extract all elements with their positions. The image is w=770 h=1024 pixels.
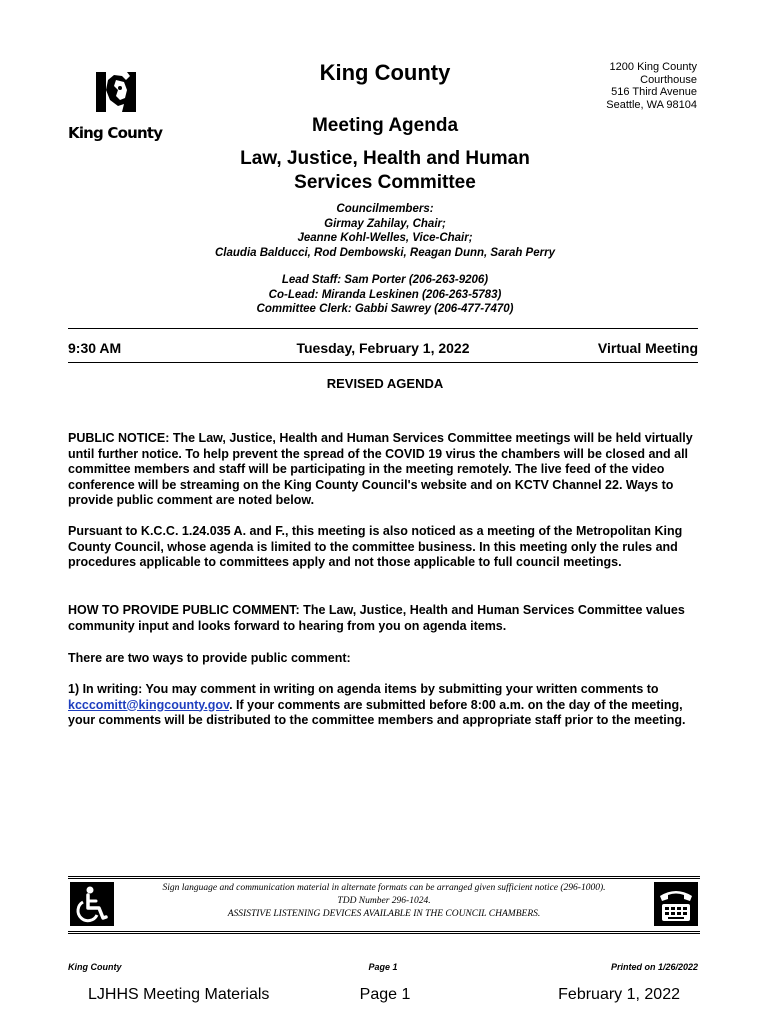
in-writing-intro: 1) In writing: You may comment in writing on agenda items by submitting your written comments to — [68, 682, 659, 696]
footer-printed-date: Printed on 1/26/2022 — [610, 962, 698, 972]
materials-page: Page 1 — [359, 986, 411, 1003]
materials-label: LJHHS Meeting Materials — [88, 986, 270, 1003]
committee-line: Law, Justice, Health and Human — [240, 148, 530, 169]
public-notice-text: PUBLIC NOTICE: The Law, Justice, Health and Human Services Committee meetings will be held virtually until further notice. To help prevent the spread of the COVID 19 virus the chambers will be closed and all committee members and staff will be participating in the meeting remotely. The live feed of the video conference will be streaming on the King County Council's website and on KCTV Channel 22. Ways to provide public comment are noted below. — [68, 431, 693, 507]
footer-page-small: Page 1 — [368, 962, 398, 972]
tdd-phone-icon — [654, 882, 698, 926]
pursuant-text: Pursuant to K.C.C. 1.24.035 A. and F., this meeting is also noticed as a meeting of the Metropolitan King County Council, whose agenda is limited to the committee business. In this meeting only the rules and procedures applicable to committees apply and not those applicable to full council meetings. — [68, 524, 683, 569]
members-line: Claudia Balducci, Rod Dembowski, Reagan Dunn, Sarah Perry — [215, 246, 555, 259]
members-heading: Councilmembers: — [336, 203, 434, 215]
vice-chair-line: Jeanne Kohl-Welles, Vice-Chair; — [297, 232, 473, 244]
agenda-title: Meeting Agenda — [311, 115, 459, 136]
lead-staff-line: Lead Staff: Sam Porter (206-263-9206) — [281, 274, 489, 286]
sign-language-line: Sign language and communication material in alternate formats can be arranged given sufficient notice (296-1000). — [162, 883, 606, 893]
two-ways-paragraph — [68, 651, 700, 667]
councilmembers-block — [100, 202, 670, 260]
how-to-text: HOW TO PROVIDE PUBLIC COMMENT: The Law, Justice, Health and Human Services Committee values community input and looks forward to hearing from you on agenda items. — [68, 603, 685, 633]
accessibility-text — [128, 882, 640, 921]
co-lead-line: Co-Lead: Miranda Leskinen (206-263-5783) — [268, 288, 502, 301]
committee-name — [100, 147, 670, 195]
chair-line: Girmay Zahilay, Chair; — [324, 217, 446, 230]
two-ways-text: There are two ways to provide public comment: — [68, 651, 351, 665]
address-line: 1200 King County — [609, 61, 697, 73]
meeting-date: Tuesday, February 1, 2022 — [296, 340, 470, 356]
footer-county: King County — [68, 962, 122, 972]
divider-bottom — [68, 362, 698, 363]
public-notice-paragraph — [68, 431, 700, 509]
org-title: King County — [319, 60, 451, 85]
divider-top — [68, 328, 698, 329]
meeting-venue: Virtual Meeting — [597, 340, 698, 356]
assistive-line: ASSISTIVE LISTENING DEVICES AVAILABLE IN THE COUNCIL CHAMBERS. — [227, 909, 541, 919]
wheelchair-icon — [70, 882, 114, 926]
staff-block — [100, 273, 670, 317]
committee-line: Services Committee — [294, 172, 476, 193]
address-line: Seattle, WA 98104 — [606, 98, 697, 111]
materials-date: February 1, 2022 — [558, 986, 680, 1003]
how-to-paragraph — [68, 603, 700, 634]
address-block — [560, 61, 697, 111]
address-line: 516 Third Avenue — [611, 86, 697, 98]
meeting-time: 9:30 AM — [68, 340, 122, 356]
email-link[interactable]: kcccomitt@kingcounty.gov — [68, 697, 230, 712]
logo-text: King County — [68, 124, 163, 142]
mlk-portrait-logo-icon — [94, 66, 138, 116]
tdd-line: TDD Number 296-1024. — [337, 896, 431, 906]
accessibility-notice — [68, 876, 700, 934]
in-writing-text — [68, 682, 700, 729]
in-writing-rest: . If your comments are submitted before 8:00 a.m. on the day of the meeting, your comments will be distributed to the committee members and appropriate staff prior to the meeting. — [68, 697, 686, 727]
in-writing-paragraph — [68, 682, 700, 729]
clerk-line: Committee Clerk: Gabbi Sawrey (206-477-7470) — [256, 303, 514, 315]
address-line: Courthouse — [640, 73, 697, 86]
pursuant-paragraph — [68, 524, 700, 571]
revised-agenda-label: REVISED AGENDA — [326, 376, 444, 391]
